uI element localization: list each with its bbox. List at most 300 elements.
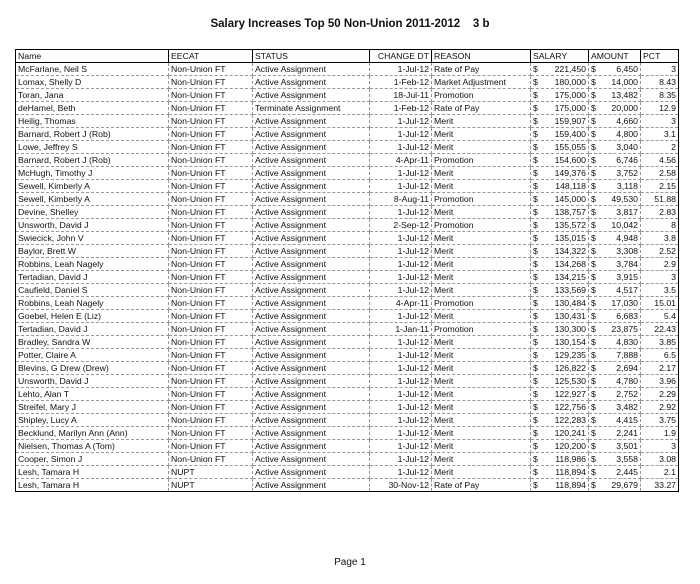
cell-status: Active Assignment [253,479,370,492]
amount-value: 7,888 [616,350,638,360]
cell-salary [531,89,589,102]
currency-symbol: $ [591,116,596,126]
currency-symbol: $ [591,246,596,256]
cell-pct: 2.17 [641,362,679,375]
currency-symbol: $ [533,129,538,139]
table-row [16,388,679,401]
currency-symbol: $ [591,233,596,243]
cell-change-dt: 1-Feb-12 [370,102,432,115]
cell-pct: 3.8 [641,232,679,245]
header-eecat: EECAT [169,50,253,63]
salary-value: 122,756 [554,402,586,412]
currency-symbol: $ [533,64,538,74]
salary-value: 134,322 [554,246,586,256]
table-row [16,375,679,388]
cell-status: Active Assignment [253,440,370,453]
cell-reason: Merit [432,466,531,479]
cell-amount [589,102,641,115]
cell-reason: Merit [432,453,531,466]
currency-symbol: $ [591,77,596,87]
cell-amount [589,375,641,388]
table-row [16,206,679,219]
cell-change-dt: 1-Jul-12 [370,167,432,180]
amount-value: 2,752 [616,389,638,399]
currency-symbol: $ [591,220,596,230]
currency-symbol: $ [533,142,538,152]
cell-change-dt: 1-Jul-12 [370,427,432,440]
header-reason: REASON [432,50,531,63]
salary-value: 122,283 [554,415,586,425]
amount-value: 2,445 [616,467,638,477]
cell-reason: Merit [432,427,531,440]
cell-amount [589,310,641,323]
currency-symbol: $ [591,350,596,360]
cell-name: Heilig, Thomas [16,115,169,128]
cell-pct: 8 [641,219,679,232]
cell-eecat: Non-Union FT [169,310,253,323]
cell-salary [531,115,589,128]
cell-salary [531,193,589,206]
cell-eecat: Non-Union FT [169,258,253,271]
cell-salary [531,401,589,414]
cell-change-dt: 1-Jul-12 [370,310,432,323]
cell-change-dt: 30-Nov-12 [370,479,432,492]
cell-status: Active Assignment [253,401,370,414]
cell-pct: 2.15 [641,180,679,193]
cell-pct: 3.5 [641,284,679,297]
cell-pct: 3 [641,271,679,284]
table-row [16,193,679,206]
cell-salary [531,375,589,388]
cell-reason: Merit [432,336,531,349]
cell-pct: 2 [641,141,679,154]
cell-change-dt: 1-Jan-11 [370,323,432,336]
amount-value: 3,752 [616,168,638,178]
cell-status: Active Assignment [253,466,370,479]
amount-value: 4,660 [616,116,638,126]
cell-change-dt: 1-Jul-12 [370,401,432,414]
currency-symbol: $ [533,324,538,334]
cell-salary [531,453,589,466]
currency-symbol: $ [533,415,538,425]
cell-name: Robbins, Leah Nagely [16,258,169,271]
currency-symbol: $ [533,428,538,438]
cell-amount [589,414,641,427]
cell-reason: Merit [432,115,531,128]
amount-value: 4,800 [616,129,638,139]
cell-change-dt: 1-Jul-12 [370,388,432,401]
cell-amount [589,284,641,297]
cell-reason: Merit [432,375,531,388]
currency-symbol: $ [591,103,596,113]
cell-status: Terminate Assignment [253,102,370,115]
currency-symbol: $ [591,337,596,347]
currency-symbol: $ [591,376,596,386]
cell-amount [589,336,641,349]
table-row [16,284,679,297]
cell-amount [589,219,641,232]
cell-amount [589,232,641,245]
cell-amount [589,466,641,479]
cell-status: Active Assignment [253,310,370,323]
currency-symbol: $ [533,480,538,490]
cell-eecat: Non-Union FT [169,128,253,141]
cell-status: Active Assignment [253,89,370,102]
salary-value: 134,215 [554,272,586,282]
cell-change-dt: 1-Jul-12 [370,375,432,388]
cell-pct: 5.4 [641,310,679,323]
currency-symbol: $ [533,454,538,464]
cell-name: Lesh, Tamara H [16,479,169,492]
cell-name: Potter, Claire A [16,349,169,362]
cell-reason: Promotion [432,89,531,102]
currency-symbol: $ [533,233,538,243]
cell-name: Blevins, G Drew (Drew) [16,362,169,375]
cell-amount [589,245,641,258]
cell-salary [531,440,589,453]
cell-pct: 3.75 [641,414,679,427]
cell-amount [589,128,641,141]
salary-value: 148,118 [555,181,586,191]
amount-value: 2,694 [616,363,638,373]
cell-salary [531,245,589,258]
cell-eecat: Non-Union FT [169,193,253,206]
cell-amount [589,63,641,76]
currency-symbol: $ [591,311,596,321]
cell-name: Nielsen, Thomas A (Tom) [16,440,169,453]
cell-status: Active Assignment [253,453,370,466]
cell-amount [589,479,641,492]
cell-reason: Merit [432,310,531,323]
cell-status: Active Assignment [253,63,370,76]
cell-eecat: Non-Union FT [169,336,253,349]
cell-reason: Market Adjustment [432,76,531,89]
salary-value: 118,894 [555,480,586,490]
cell-reason: Merit [432,401,531,414]
cell-eecat: Non-Union FT [169,297,253,310]
cell-salary [531,414,589,427]
cell-amount [589,258,641,271]
cell-salary [531,388,589,401]
amount-value: 6,683 [616,311,638,321]
cell-amount [589,206,641,219]
currency-symbol: $ [591,480,596,490]
currency-symbol: $ [533,194,538,204]
amount-value: 3,040 [616,142,638,152]
currency-symbol: $ [591,441,596,451]
cell-change-dt: 1-Jul-12 [370,245,432,258]
currency-symbol: $ [533,246,538,256]
cell-eecat: Non-Union FT [169,323,253,336]
cell-pct: 1.9 [641,427,679,440]
table-row [16,297,679,310]
amount-value: 14,000 [611,77,638,87]
cell-pct: 8.35 [641,89,679,102]
cell-reason: Merit [432,271,531,284]
salary-value: 129,235 [554,350,586,360]
cell-amount [589,154,641,167]
cell-change-dt: 1-Jul-12 [370,414,432,427]
cell-status: Active Assignment [253,388,370,401]
cell-pct: 2.83 [641,206,679,219]
currency-symbol: $ [533,155,538,165]
amount-value: 4,780 [616,376,638,386]
cell-pct: 8.43 [641,76,679,89]
table-row [16,271,679,284]
cell-eecat: Non-Union FT [169,206,253,219]
cell-name: Shipley, Lucy A [16,414,169,427]
salary-value: 130,431 [554,311,586,321]
currency-symbol: $ [591,428,596,438]
currency-symbol: $ [591,285,596,295]
cell-reason: Merit [432,180,531,193]
cell-eecat: Non-Union FT [169,89,253,102]
cell-eecat: NUPT [169,479,253,492]
salary-value: 159,400 [554,129,586,139]
currency-symbol: $ [533,285,538,295]
cell-change-dt: 1-Jul-12 [370,258,432,271]
currency-symbol: $ [591,168,596,178]
cell-salary [531,479,589,492]
currency-symbol: $ [591,90,596,100]
cell-name: McHugh, Timothy J [16,167,169,180]
amount-value: 3,817 [616,207,638,217]
salary-table [15,49,679,492]
cell-salary [531,427,589,440]
salary-value: 155,055 [554,142,586,152]
cell-status: Active Assignment [253,115,370,128]
cell-change-dt: 1-Jul-12 [370,115,432,128]
currency-symbol: $ [533,441,538,451]
cell-change-dt: 1-Jul-12 [370,206,432,219]
currency-symbol: $ [533,259,538,269]
cell-name: Bradley, Sandra W [16,336,169,349]
cell-name: Goebel, Helen E (Liz) [16,310,169,323]
salary-value: 120,200 [554,441,586,451]
cell-status: Active Assignment [253,258,370,271]
cell-change-dt: 1-Jul-12 [370,453,432,466]
cell-pct: 12.9 [641,102,679,115]
cell-change-dt: 1-Jul-12 [370,440,432,453]
cell-amount [589,427,641,440]
cell-amount [589,323,641,336]
cell-amount [589,349,641,362]
salary-value: 135,572 [554,220,586,230]
table-row [16,310,679,323]
cell-eecat: Non-Union FT [169,414,253,427]
cell-name: Swiecick, John V [16,232,169,245]
cell-eecat: Non-Union FT [169,167,253,180]
cell-reason: Promotion [432,193,531,206]
currency-symbol: $ [533,402,538,412]
salary-value: 221,450 [554,64,586,74]
cell-eecat: Non-Union FT [169,141,253,154]
cell-amount [589,115,641,128]
cell-amount [589,362,641,375]
cell-status: Active Assignment [253,245,370,258]
cell-status: Active Assignment [253,193,370,206]
table-row [16,466,679,479]
cell-name: Tertadian, David J [16,271,169,284]
table-row [16,427,679,440]
cell-status: Active Assignment [253,427,370,440]
cell-amount [589,193,641,206]
cell-name: Lomax, Shelly D [16,76,169,89]
table-row [16,141,679,154]
cell-pct: 51.88 [641,193,679,206]
cell-pct: 33.27 [641,479,679,492]
currency-symbol: $ [591,454,596,464]
cell-status: Active Assignment [253,180,370,193]
cell-pct: 2.92 [641,401,679,414]
cell-salary [531,128,589,141]
cell-status: Active Assignment [253,297,370,310]
cell-status: Active Assignment [253,271,370,284]
table-row [16,128,679,141]
cell-name: Lesh, Tamara H [16,466,169,479]
cell-name: Sewell, Kimberly A [16,180,169,193]
currency-symbol: $ [591,415,596,425]
cell-salary [531,297,589,310]
salary-value: 134,268 [554,259,586,269]
cell-change-dt: 18-Jul-11 [370,89,432,102]
amount-value: 3,482 [616,402,638,412]
cell-amount [589,141,641,154]
salary-value: 138,757 [554,207,586,217]
currency-symbol: $ [533,467,538,477]
amount-value: 3,558 [616,454,638,464]
cell-change-dt: 1-Jul-12 [370,466,432,479]
cell-change-dt: 1-Feb-12 [370,76,432,89]
currency-symbol: $ [533,376,538,386]
table-header-row [16,50,679,63]
amount-value: 4,830 [616,337,638,347]
salary-value: 120,241 [554,428,586,438]
cell-name: Baylor, Brett W [16,245,169,258]
cell-change-dt: 8-Aug-11 [370,193,432,206]
currency-symbol: $ [591,363,596,373]
cell-name: deHamel, Beth [16,102,169,115]
cell-reason: Merit [432,388,531,401]
cell-eecat: Non-Union FT [169,180,253,193]
cell-reason: Rate of Pay [432,63,531,76]
cell-amount [589,271,641,284]
table-row [16,63,679,76]
table-row [16,76,679,89]
cell-name: Sewell, Kimberly A [16,193,169,206]
cell-salary [531,219,589,232]
cell-pct: 3.1 [641,128,679,141]
amount-value: 3,784 [616,259,638,269]
currency-symbol: $ [533,298,538,308]
cell-eecat: Non-Union FT [169,219,253,232]
cell-salary [531,271,589,284]
cell-salary [531,206,589,219]
cell-pct: 2.29 [641,388,679,401]
salary-value: 175,000 [554,90,586,100]
cell-change-dt: 1-Jul-12 [370,141,432,154]
cell-eecat: Non-Union FT [169,388,253,401]
cell-name: Lehto, Alan T [16,388,169,401]
currency-symbol: $ [533,103,538,113]
currency-symbol: $ [533,220,538,230]
cell-eecat: Non-Union FT [169,284,253,297]
currency-symbol: $ [591,467,596,477]
cell-status: Active Assignment [253,323,370,336]
cell-salary [531,284,589,297]
currency-symbol: $ [591,259,596,269]
cell-status: Active Assignment [253,154,370,167]
cell-name: Unsworth, David J [16,375,169,388]
cell-salary [531,154,589,167]
cell-salary [531,141,589,154]
amount-value: 6,450 [616,64,638,74]
cell-salary [531,167,589,180]
salary-value: 149,376 [554,168,586,178]
cell-salary [531,466,589,479]
currency-symbol: $ [533,350,538,360]
cell-eecat: Non-Union FT [169,232,253,245]
cell-amount [589,440,641,453]
cell-pct: 3 [641,115,679,128]
table-row [16,323,679,336]
table-body [16,63,679,492]
table-row [16,258,679,271]
cell-name: Streifel, Mary J [16,401,169,414]
cell-eecat: Non-Union FT [169,401,253,414]
cell-pct: 4.56 [641,154,679,167]
cell-salary [531,258,589,271]
cell-eecat: Non-Union FT [169,63,253,76]
cell-reason: Merit [432,440,531,453]
cell-reason: Merit [432,232,531,245]
header-salary: SALARY [531,50,589,63]
cell-amount [589,297,641,310]
cell-reason: Merit [432,245,531,258]
header-status: STATUS [253,50,370,63]
cell-pct: 15.01 [641,297,679,310]
cell-salary [531,63,589,76]
currency-symbol: $ [533,181,538,191]
salary-value: 118,986 [555,454,586,464]
cell-eecat: Non-Union FT [169,440,253,453]
currency-symbol: $ [533,90,538,100]
salary-value: 126,822 [554,363,586,373]
currency-symbol: $ [533,311,538,321]
amount-value: 3,118 [616,181,638,191]
cell-eecat: Non-Union FT [169,453,253,466]
table-row [16,115,679,128]
amount-value: 2,241 [616,428,638,438]
table-row [16,245,679,258]
cell-amount [589,180,641,193]
currency-symbol: $ [591,129,596,139]
cell-amount [589,388,641,401]
currency-symbol: $ [533,207,538,217]
cell-change-dt: 1-Jul-12 [370,180,432,193]
cell-eecat: NUPT [169,466,253,479]
cell-eecat: Non-Union FT [169,362,253,375]
cell-status: Active Assignment [253,128,370,141]
amount-value: 29,679 [611,480,638,490]
table-row [16,362,679,375]
cell-pct: 2.9 [641,258,679,271]
currency-symbol: $ [591,272,596,282]
header-pct: PCT [641,50,679,63]
amount-value: 4,415 [616,415,638,425]
cell-reason: Merit [432,349,531,362]
cell-reason: Merit [432,362,531,375]
